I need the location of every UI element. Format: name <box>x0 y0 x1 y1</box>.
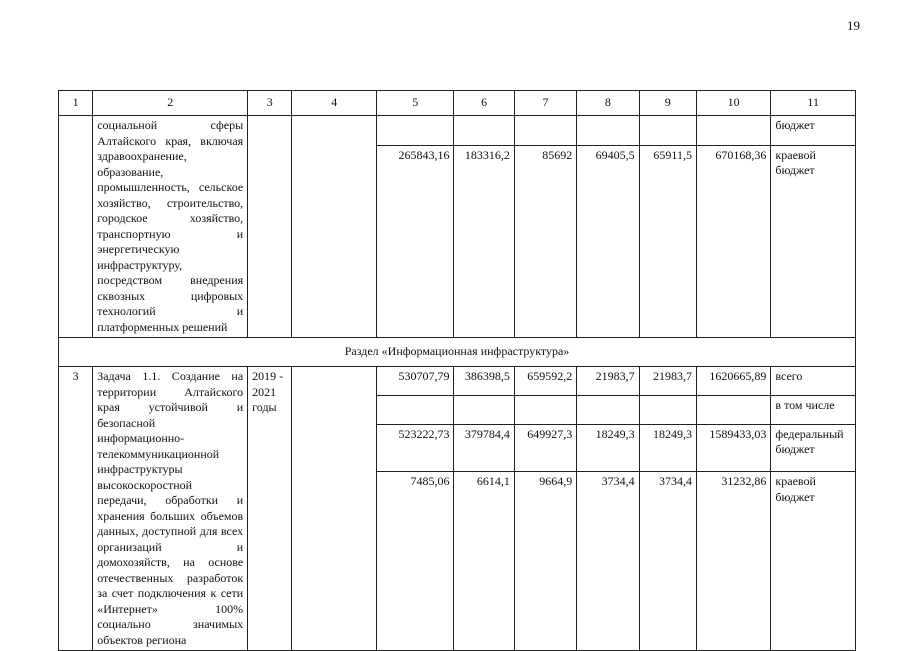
value-cell: 1620665,89 <box>696 367 770 396</box>
value-cell <box>376 395 453 424</box>
value-cell: 21983,7 <box>577 367 639 396</box>
executor-cell <box>292 116 377 338</box>
value-cell: 3734,4 <box>577 472 639 651</box>
value-cell: 65911,5 <box>639 145 696 337</box>
budget-table <box>58 90 856 651</box>
value-cell <box>577 116 639 146</box>
value-cell <box>514 395 576 424</box>
value-cell: 183316,2 <box>454 145 514 337</box>
index-cell <box>59 116 93 338</box>
table-row <box>59 367 856 396</box>
header-cell: 9 <box>639 91 696 116</box>
value-cell: 69405,5 <box>577 145 639 337</box>
value-cell: 18249,3 <box>639 424 696 472</box>
value-cell: 265843,16 <box>376 145 453 337</box>
funding-source: бюджет <box>771 116 856 146</box>
section-row <box>59 338 856 367</box>
value-cell <box>514 116 576 146</box>
section-title: Раздел «Информационная инфраструктура» <box>59 338 856 367</box>
value-cell <box>639 395 696 424</box>
value-cell: 659592,2 <box>514 367 576 396</box>
value-cell: 386398,5 <box>454 367 514 396</box>
value-cell: 523222,73 <box>376 424 453 472</box>
period-cell: 2019 - 2021 годы <box>248 367 292 651</box>
header-cell: 3 <box>248 91 292 116</box>
header-cell: 6 <box>454 91 514 116</box>
page-number: 19 <box>847 18 860 33</box>
header-cell: 10 <box>696 91 770 116</box>
value-cell: 670168,36 <box>696 145 770 337</box>
value-cell <box>696 116 770 146</box>
task-description: Задача 1.1. Создание на территории Алтайского края устойчивой и безопасной информационно-телекоммуникационной инфраструктуры высокоскоростной передачи, обработки и хранения больших объемов данных, доступной для всех организаций и домохозяйств, на основе отечественных разработок за счет подключения к сети «Интернет» 100% социально значимых объектов региона <box>93 367 248 651</box>
header-cell: 2 <box>93 91 248 116</box>
header-cell: 7 <box>514 91 576 116</box>
value-cell: 1589433,03 <box>696 424 770 472</box>
value-cell: 9664,9 <box>514 472 576 651</box>
value-cell: 85692 <box>514 145 576 337</box>
value-cell <box>454 116 514 146</box>
value-cell: 379784,4 <box>454 424 514 472</box>
value-cell: 31232,86 <box>696 472 770 651</box>
funding-source: в том числе <box>771 395 856 424</box>
value-cell <box>454 395 514 424</box>
value-cell <box>696 395 770 424</box>
funding-source: всего <box>771 367 856 396</box>
header-cell: 8 <box>577 91 639 116</box>
value-cell: 6614,1 <box>454 472 514 651</box>
index-cell: 3 <box>59 367 93 651</box>
value-cell: 3734,4 <box>639 472 696 651</box>
funding-source: краевой бюджет <box>771 472 856 651</box>
value-cell: 7485,06 <box>376 472 453 651</box>
value-cell <box>376 116 453 146</box>
header-cell: 4 <box>292 91 377 116</box>
header-cell: 1 <box>59 91 93 116</box>
value-cell: 530707,79 <box>376 367 453 396</box>
header-row <box>59 91 856 116</box>
value-cell: 649927,3 <box>514 424 576 472</box>
table-row <box>59 116 856 146</box>
value-cell <box>639 116 696 146</box>
value-cell <box>577 395 639 424</box>
task-description: социальной сферы Алтайского края, включая здравоохранение, образование, промышленность, сельское хозяйство, строительство, городское хозяйство, транспортную и энергетическую инфраструктуру, посредством внедрения сквозных цифровых технологий и платформенных решений <box>93 116 248 338</box>
header-cell: 5 <box>376 91 453 116</box>
funding-source: федеральный бюджет <box>771 424 856 472</box>
value-cell: 18249,3 <box>577 424 639 472</box>
funding-source: краевой бюджет <box>771 145 856 337</box>
header-cell: 11 <box>771 91 856 116</box>
executor-cell <box>292 367 377 651</box>
value-cell: 21983,7 <box>639 367 696 396</box>
period-cell <box>248 116 292 338</box>
